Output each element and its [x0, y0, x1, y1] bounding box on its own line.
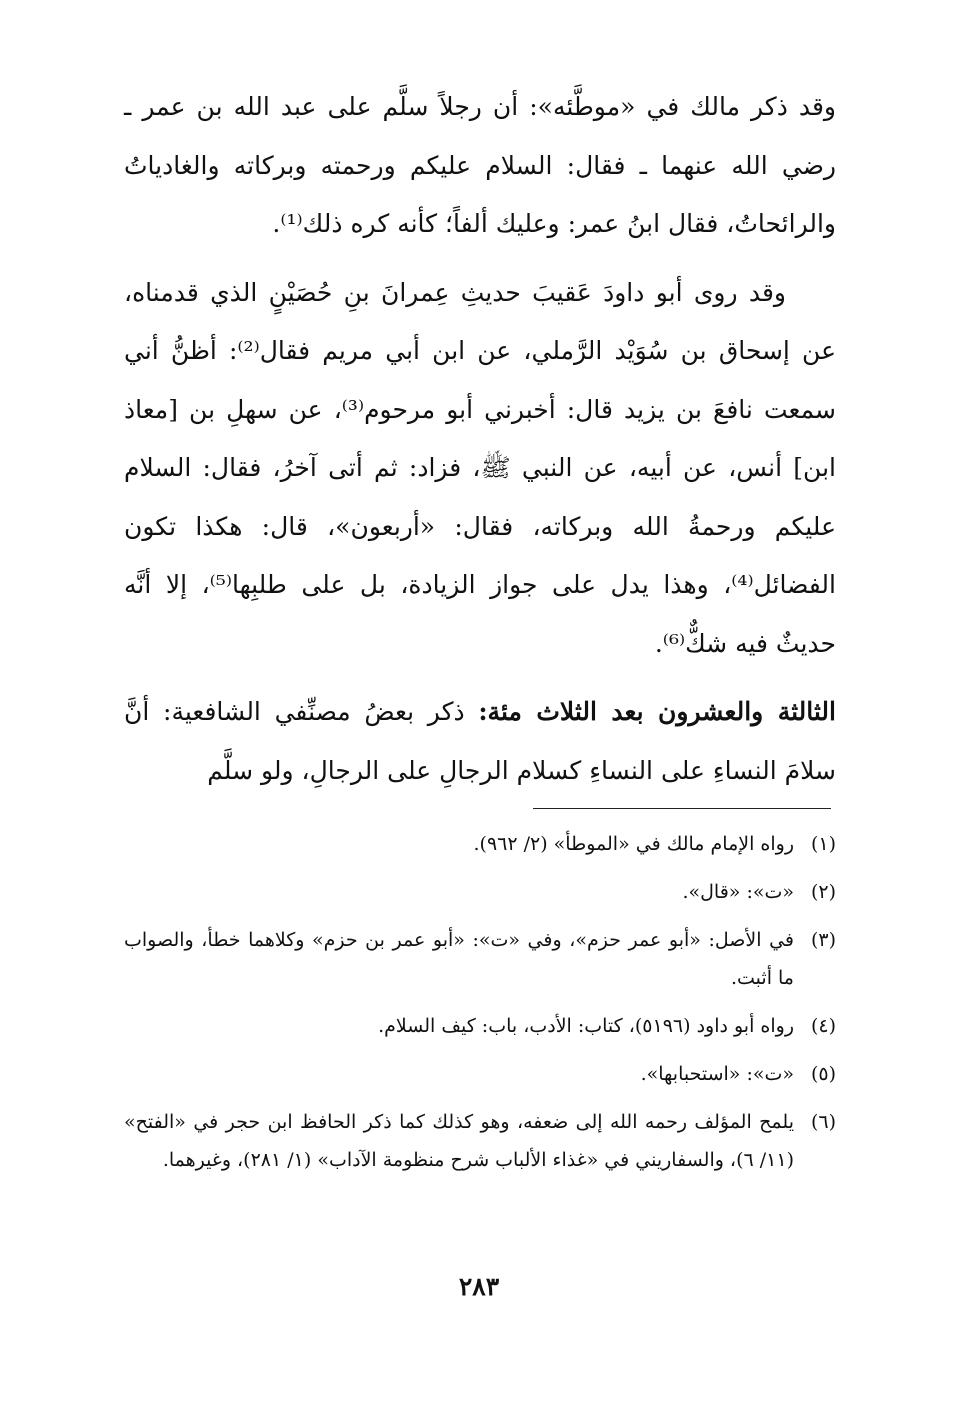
footnote-text: في الأصل: «أبو عمر حزم»، وفي «ت»: «أبو عمر بن حزم» وكلاهما خطأ، والصواب ما أثبت.	[124, 929, 794, 989]
footnote	[124, 825, 836, 863]
footnote	[124, 1055, 836, 1093]
footnote	[124, 921, 836, 997]
footnote	[124, 1007, 836, 1045]
footnote-number: (٢)	[810, 881, 836, 903]
section-text: ذكر بعضُ مصنِّفي الشافعية: أنَّ سلامَ النساءِ على النساءِ كسلام الرجالِ على الرجالِ، ولو سلَّم	[124, 697, 836, 785]
footnote	[124, 873, 836, 911]
footnote-text: «ت»: «استحبابها».	[640, 1063, 794, 1085]
footnote-number: (١)	[810, 833, 836, 855]
page-number: ٢٨٣	[458, 1272, 500, 1301]
footnotes	[124, 825, 836, 1189]
footnote-number: (٣)	[810, 929, 836, 951]
footnote-text: يلمح المؤلف رحمه الله إلى ضعفه، وهو كذلك كما ذكر الحافظ ابن حجر في «الفتح» (١١/ ٦)، والسفاريني في «غذاء الألباب شرح منظومة الآداب» (١/ ٢٨١)، وغيرهما.	[124, 1111, 794, 1171]
paragraph-section-323	[124, 683, 836, 800]
footnote-text: «ت»: «قال».	[682, 881, 794, 903]
footnote	[124, 1103, 836, 1179]
footnote-text: رواه أبو داود (٥١٩٦)، كتاب: الأدب، باب: كيف السلام.	[378, 1015, 794, 1037]
footnote-number: (٦)	[810, 1111, 836, 1133]
section-lead: الثالثة والعشرون بعد الثلاث مئة:	[478, 697, 836, 726]
paragraph-malik: وقد ذكر مالك في «موطَّئه»: أن رجلاً سلَّم على عبد الله بن عمر ـ رضي الله عنهما ـ فقال: السلام عليكم ورحمته وبركاته والغادياتُ والرائحاتُ، فقال ابنُ عمر: وعليك ألفاً؛ كأنه كره ذلك⁽¹⁾.	[124, 92, 837, 238]
footnote-separator	[533, 808, 831, 809]
footnote-text: رواه الإمام مالك في «الموطأ» (٢/ ٩٦٢).	[473, 833, 794, 855]
main-text	[124, 78, 836, 800]
paragraph-abu-dawud: وقد روى أبو داودَ عَقيبَ حديثِ عِمرانَ بنِ حُصَيْنٍ الذي قدمناه، عن إسحاق بن سُوَيْد الرَّملي، عن ابن أبي مريم فقال⁽²⁾: أظنُّ أني سمعت نافعَ بن يزيد قال: أخبرني أبو مرحوم⁽³⁾، عن سهلِ بن [معاذ ابن] أنس، عن أبيه، عن النبي ﷺ، فزاد: ثم أتى آخرُ، فقال: السلام عليكم ورحمةُ الله وبركاته، فقال: «أربعون»، قال: هكذا تكون الفضائل⁽⁴⁾، وهذا يدل على جواز الزيادة، بل على طلبِها⁽⁵⁾، إلا أنَّه حديثٌ فيه شكٌّ⁽⁶⁾.	[124, 277, 836, 658]
footnote-number: (٥)	[810, 1063, 836, 1085]
footnote-number: (٤)	[810, 1015, 836, 1037]
